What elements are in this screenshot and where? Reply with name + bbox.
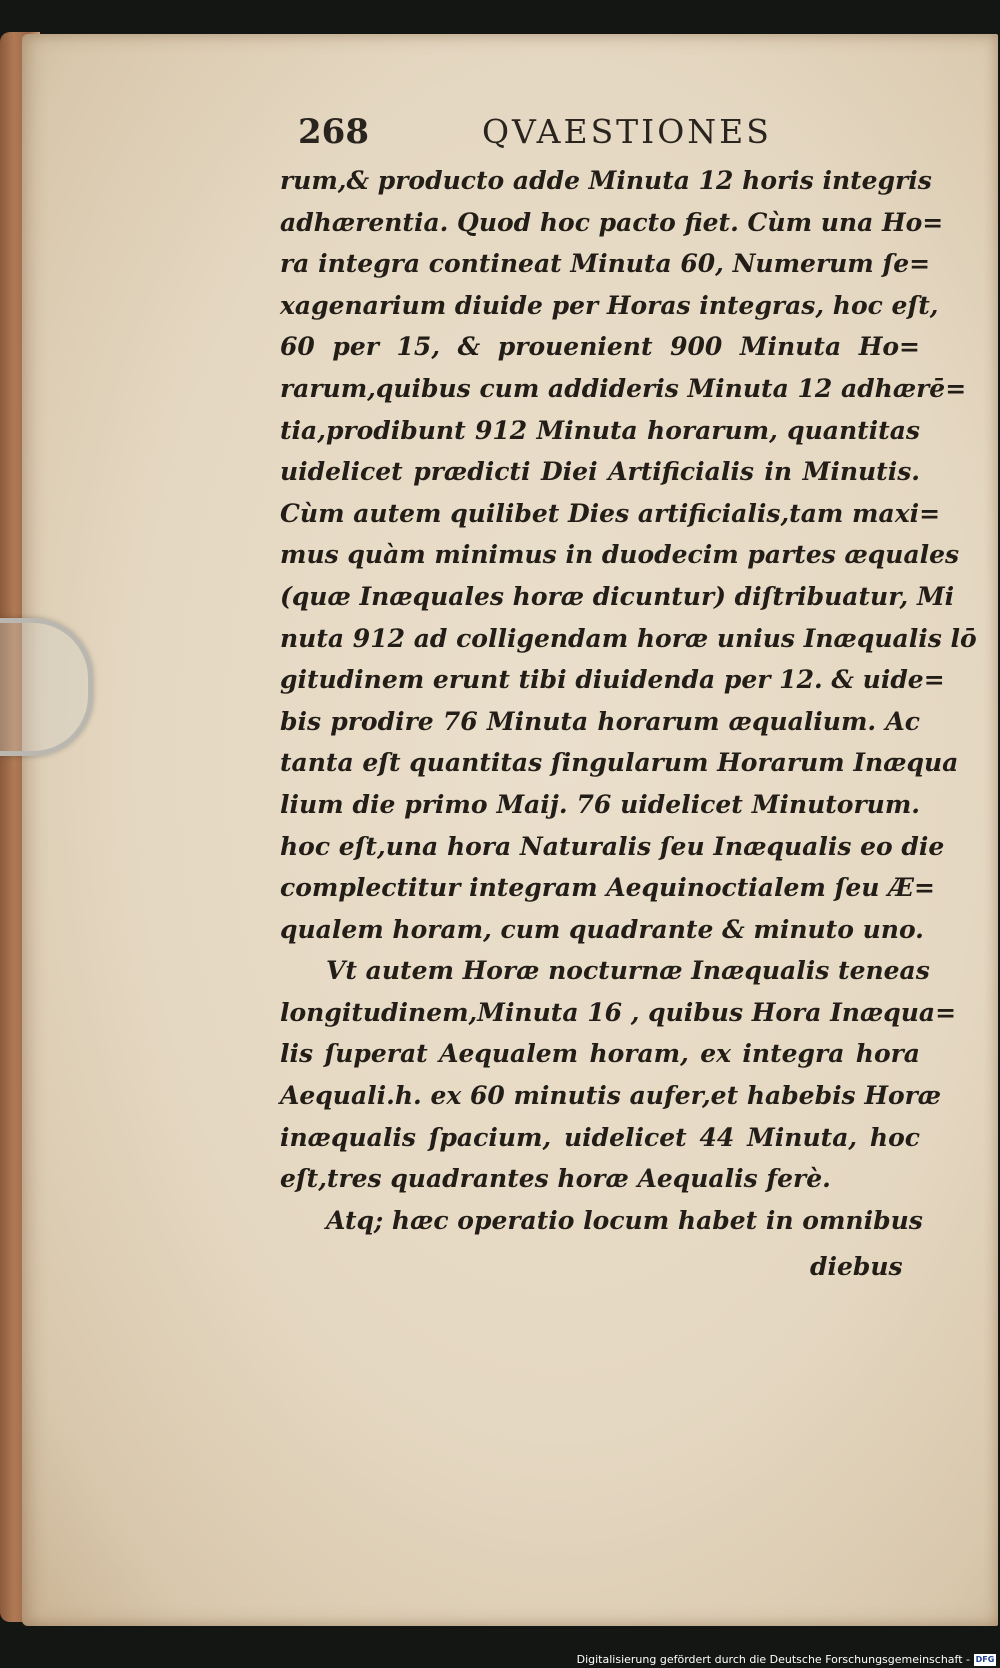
text-line: lium die primo Maij. 76 uidelicet Minutorum. xyxy=(280,789,920,819)
text-line: ra integra contineat Minuta 60, Numerum ſe= xyxy=(280,249,931,279)
text-line: tanta eſt quantitas ſingularum Horarum Inæqua xyxy=(280,748,959,778)
running-head: QVAESTIONES xyxy=(482,112,772,151)
text-line: Vt autem Horæ nocturnæ Inæqualis teneas xyxy=(326,956,930,986)
text-line: uidelicet prædicti Diei Artificialis in Minutis. xyxy=(280,457,920,487)
text-line: 60 per 15, & prouenient 900 Minuta Ho= xyxy=(280,332,920,362)
text-line: rarum,quibus cum addideris Minuta 12 adhærē= xyxy=(280,373,967,403)
text-line: Atq; hæc operatio locum habet in omnibus xyxy=(326,1205,923,1235)
text-line: lis ſuperat Aequalem horam, ex integra hora xyxy=(280,1039,920,1069)
text-line: nuta 912 ad colligendam horæ unius Inæqualis lō xyxy=(280,623,977,653)
text-line: xagenarium diuide per Horas integras, hoc eſt, xyxy=(280,290,939,320)
text-line: Cùm autem quilibet Dies artificialis,tam maxi= xyxy=(280,498,941,528)
text-line: Aequali.h. ex 60 minutis aufer,et habebis Horæ xyxy=(280,1081,942,1111)
text-line: complectitur integram Aequinoctialem ſeu Æ= xyxy=(280,873,935,903)
page-number: 268 xyxy=(298,112,369,152)
dfg-logo: DFG xyxy=(975,1655,995,1664)
text-line: bis prodire 76 Minuta horarum æqualium. Ac xyxy=(280,706,920,736)
text-line: eſt,tres quadrantes horæ Aequalis ferè. xyxy=(280,1164,831,1194)
text-line: tia,prodibunt 912 Minuta horarum, quantitas xyxy=(280,415,920,445)
text-line: inæqualis ſpacium, uidelicet 44 Minuta, hoc xyxy=(280,1122,920,1152)
text-line: adhærentia. Quod hoc pacto fiet. Cùm una Ho= xyxy=(280,207,944,237)
text-line: longitudinem,Minuta 16 , quibus Hora Inæqua= xyxy=(280,997,957,1027)
footer-bar xyxy=(0,1652,1000,1668)
text-line: rum,& producto adde Minuta 12 horis integris xyxy=(280,166,932,195)
page-header xyxy=(0,110,1000,160)
text-line: (quæ Inæquales horæ dicuntur) diſtribuatur, Mi xyxy=(280,581,955,611)
footer-credit: Digitalisierung gefördert durch die Deutsche Forschungsgemeinschaft - xyxy=(576,1653,970,1666)
text-line: qualem horam, cum quadrante & minuto uno. xyxy=(280,914,924,944)
text-line: hoc eſt,una hora Naturalis ſeu Inæqualis eo die xyxy=(280,831,945,861)
text-line: gitudinem erunt tibi diuidenda per 12. & uide= xyxy=(280,665,945,695)
body-text xyxy=(280,160,977,1241)
text-line: mus quàm minimus in duodecim partes æquales xyxy=(280,540,960,570)
catchword: diebus xyxy=(810,1252,903,1281)
